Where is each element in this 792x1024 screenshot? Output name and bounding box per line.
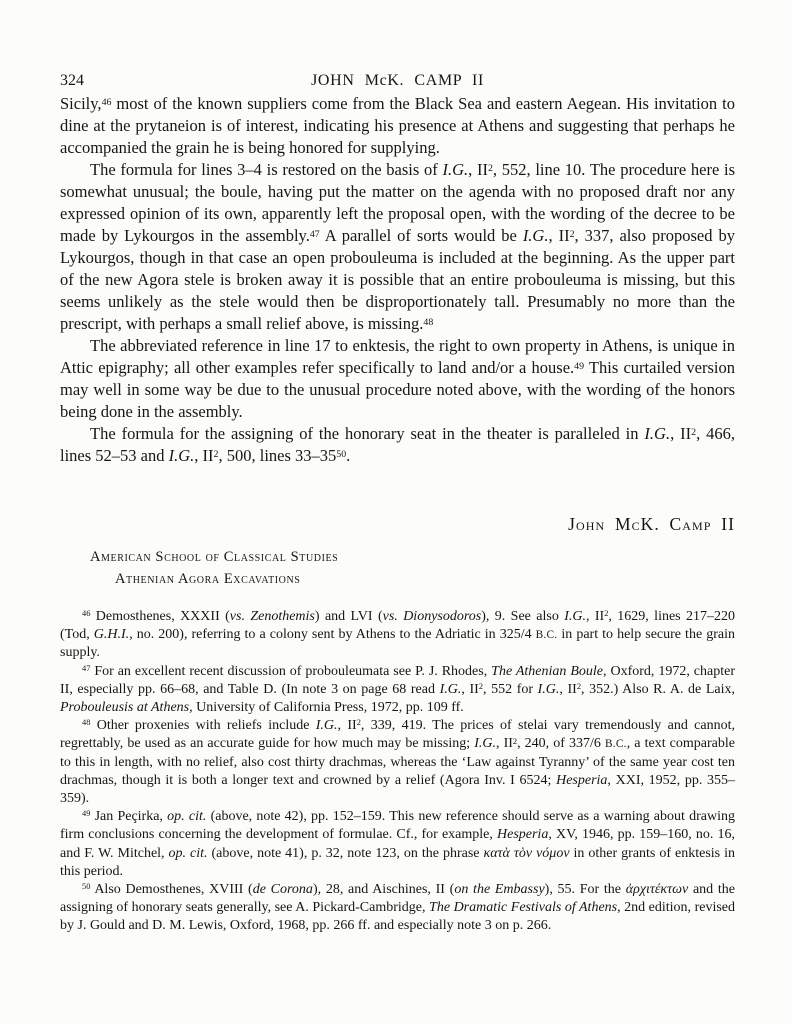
text-run: I.G.	[315, 718, 338, 734]
footnote	[60, 608, 735, 663]
text-run: The formula for lines 3–4 is restored on the basis of	[90, 160, 443, 179]
text-run: , no. 200), referring to a colony sent by Athens to the Adriatic in 325/4	[129, 627, 536, 643]
text-run: Also Demosthenes, XVIII (	[90, 882, 253, 898]
footnote-reference: 2	[576, 682, 582, 692]
text-run: vs. Dionysodoros	[382, 609, 482, 624]
body-paragraph	[60, 93, 735, 159]
text-run: de Corona	[252, 882, 313, 898]
footnote-reference: 2	[356, 718, 361, 728]
text-run: , II	[670, 424, 692, 443]
text-run: , 2nd edition, revised by J. Gould and D. M. Lewis, Oxford, 1968, pp. 266 ff. and especially note 3 on p. 266.	[60, 900, 736, 934]
affiliation-excavations: Athenian Agora Excavations	[115, 571, 301, 587]
text-run: Other proxenies with reliefs include	[90, 718, 316, 734]
text-run: , XV, 1946, pp. 159–160, no. 16, and F. W. Mitchel,	[60, 827, 735, 861]
text-run: (above, note 42), pp. 152–159. This new reference should serve as a warning about drawing firm conclusions concerning the development of formulae. Cf., for example,	[60, 809, 735, 843]
text-run: Demosthenes, XXXII (	[90, 609, 230, 624]
body-paragraph	[60, 335, 735, 423]
text-run: ), 55. For the	[544, 882, 626, 898]
text-run: , 552 for	[483, 681, 538, 697]
text-run: I.G.	[564, 609, 586, 624]
footnote	[60, 808, 735, 881]
text-run: ἀρχιτέκτων	[625, 882, 689, 898]
footnote-reference: 2	[487, 162, 493, 174]
page-header	[60, 72, 735, 92]
footnote-reference: 2	[691, 426, 697, 438]
text-run: , University of California Press, 1972, pp. 109 ff.	[189, 700, 464, 716]
text-run: A parallel of sorts would be	[319, 226, 523, 245]
signature-block	[60, 514, 735, 590]
footnote-reference: 47	[309, 228, 320, 240]
footnote-reference: 2	[569, 228, 575, 240]
text-run: , 339, 419. The prices of stelai vary tremendously and cannot, regrettably, be used as an accurate guide for how much may be missing;	[60, 718, 736, 752]
text-run: and the assigning of honorary seats generally, see A. Pickard-Cambridge,	[60, 882, 735, 916]
text-run: ), 28, and Aischines, II (	[312, 882, 455, 898]
text-run: in other grants of enktesis in this period.	[60, 845, 735, 879]
text-run: I.G.	[644, 424, 671, 443]
footnote-reference: 48	[423, 316, 434, 328]
text-run: , 1629, lines 217–220 (Tod,	[60, 609, 736, 643]
footnote-reference: 46	[82, 609, 91, 619]
text-run: Probouleusis at Athens	[60, 700, 190, 716]
text-run: I.G.	[168, 446, 195, 465]
text-run: Hesperia	[556, 772, 608, 788]
text-run: Hesperia	[497, 827, 549, 843]
text-run: , II	[461, 681, 479, 697]
text-run: I.G.	[439, 681, 462, 697]
text-run: , II	[548, 226, 570, 245]
text-run: , XXI, 1952, pp. 355–359).	[60, 772, 736, 807]
footnote-reference: 2	[512, 736, 518, 746]
footnote-reference: 2	[604, 609, 609, 619]
body-paragraph	[60, 423, 735, 467]
text-run: B.C.	[605, 738, 627, 751]
footnote	[60, 663, 735, 718]
text-run: ) and LVI (	[314, 609, 383, 624]
text-run: The abbreviated reference in line 17 to enktesis, the right to own property in Athens, is unique in Attic epigraphy; all other examples refer specifically to land and/or a house.	[60, 336, 735, 377]
text-run: , 240, of 337/6	[517, 736, 606, 752]
footnote-reference: 47	[82, 663, 91, 673]
text-run: , 466, lines 52–53 and	[60, 424, 735, 465]
text-run: vs. Zenothemis	[229, 609, 315, 624]
footnote	[60, 881, 735, 936]
text-run: , 500, lines 33–35	[218, 446, 337, 465]
affiliation-school: American School of Classical Studies	[90, 549, 339, 565]
text-run: , 552, line 10. The procedure here is somewhat unusual; the boule, having put the matter on the agenda with no proposed draft nor any expressed opinion of its own, apparently left the proposal open, with the wording of the decree to be made by Lykourgos in the assembly.	[60, 160, 736, 245]
footnote-reference: 48	[82, 718, 91, 728]
footnote	[60, 717, 735, 808]
footnote-reference: 49	[82, 809, 91, 819]
text-run: The Dramatic Festivals of Athens	[429, 900, 618, 916]
text-run: on the Embassy	[454, 882, 545, 898]
text-run: , II	[468, 160, 488, 179]
text-run: in part to help secure the grain supply.	[60, 627, 735, 661]
footnote-reference: 2	[478, 682, 483, 692]
text-run: I.G.	[522, 226, 549, 245]
text-run: , II	[495, 736, 513, 752]
text-run: , II	[559, 681, 577, 697]
text-run: The formula for the assigning of the honorary seat in the theater is paralleled in	[90, 424, 645, 443]
text-run: , II	[194, 446, 214, 465]
footnotes	[60, 608, 735, 936]
text-run: ), 9. See also	[481, 609, 565, 624]
text-run: The Athenian Boule	[491, 663, 604, 679]
running-title: JOHN McK. CAMP II	[311, 72, 484, 89]
author-name: John McK. Camp II	[568, 514, 735, 534]
text-run: I.G.	[537, 681, 560, 697]
text-run: (above, note 41), p. 32, note 123, on the phrase	[207, 845, 484, 861]
footnote-reference: 46	[101, 96, 112, 108]
text-run: G.H.I.	[93, 627, 130, 643]
text-run: This curtailed version may well in some way be due to the unusual procedure noted above, with the wording of the honors being done in the assembly.	[60, 358, 735, 421]
footnote-reference: 49	[574, 360, 585, 372]
footnote-reference: 50	[82, 882, 91, 892]
text-run: For an excellent recent discussion of probouleumata see P. J. Rhodes,	[90, 663, 492, 679]
text-run: Sicily,	[60, 94, 102, 113]
text-run: , 352.) Also R. A. de Laix,	[581, 681, 736, 697]
footnote-reference: 50	[336, 448, 347, 460]
text-run: , 337, also proposed by Lykourgos, though in that case an open probouleuma is included at the beginning. As the upper part of the new Agora stele is broken away it is possible that an entire probouleuma is missing, but this seems unlikely as the stele would then be disproportionately tall. Presumably no more than the prescript, with perhaps a small relief above, is missing.	[60, 226, 735, 333]
text-run: I.G.	[474, 736, 496, 752]
text-run: , II	[586, 609, 605, 624]
text-run: , II	[337, 718, 357, 734]
text-run: κατὰ τὸν νόμον	[483, 845, 570, 861]
text-run: .	[346, 446, 351, 465]
text-run: , a text comparable to this in length, with no relief, also cost thirty drachmas, whereas the ‘Law against Tyranny’ of the same year cost ten drachmas, though it is both a longer text and crowned by a relief (Agora Inv. I 6524;	[60, 736, 735, 788]
text-run: Jan Peçirka,	[90, 809, 168, 825]
text-run: op. cit.	[167, 809, 207, 825]
text-run: most of the known suppliers come from the Black Sea and eastern Aegean. His invitation to dine at the prytaneion is of interest, indicating his presence at Athens and suggesting that perhaps he accompanied the grain he is being honored for supplying.	[60, 94, 735, 157]
text-run: B.C.	[535, 629, 558, 642]
page-number: 324	[60, 72, 84, 89]
body-paragraph	[60, 159, 735, 335]
article-body	[60, 93, 735, 467]
text-run: , Oxford, 1972, chapter II, especially pp. 66–68, and Table D. (In note 3 on page 68 read	[60, 663, 735, 697]
text-run: op. cit.	[168, 845, 208, 861]
text-run: I.G.	[442, 160, 469, 179]
footnote-reference: 2	[213, 448, 219, 460]
